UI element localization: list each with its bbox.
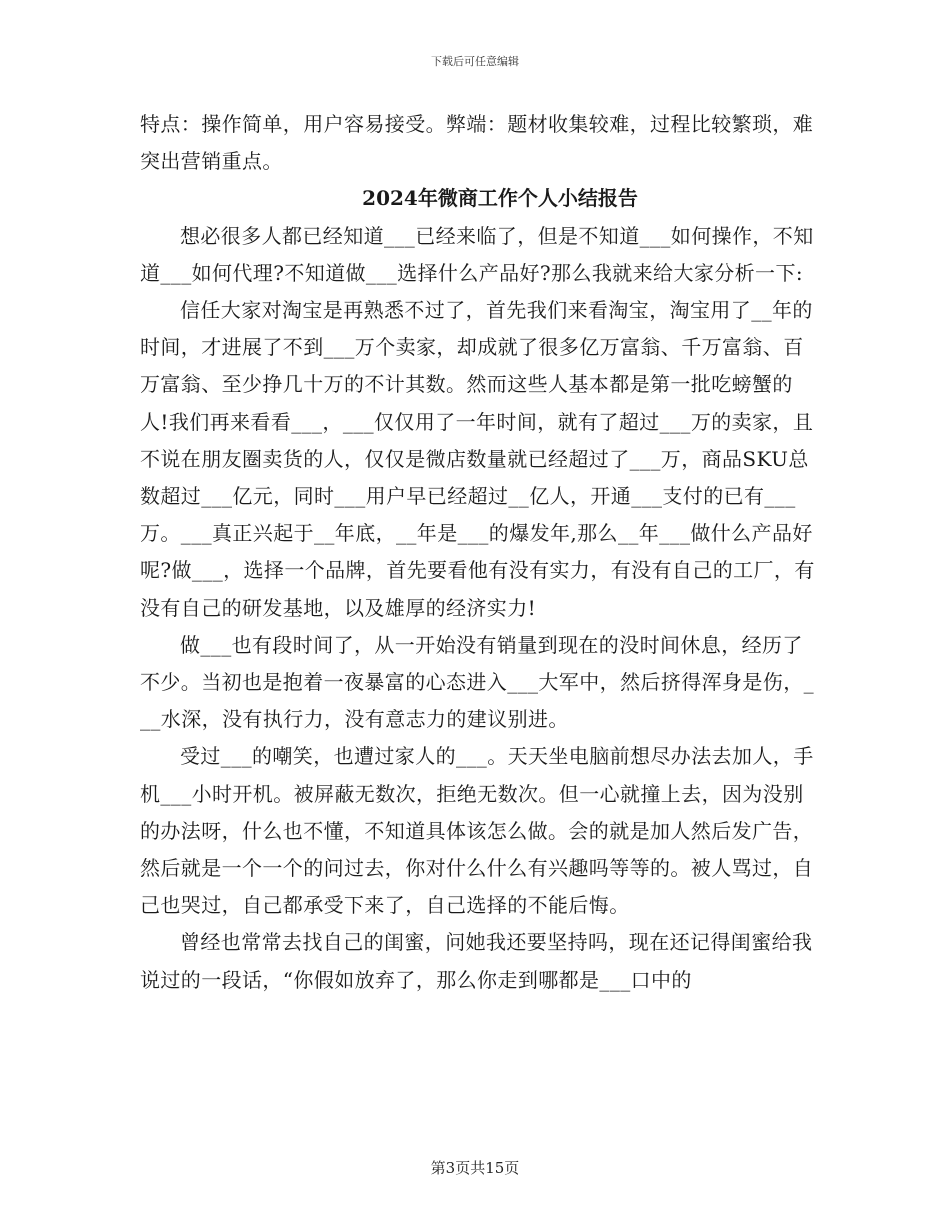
intro-paragraph: 特点：操作简单，用户容易接受。弊端：题材收集较难，过程比较繁琐，难突出营销重点。 bbox=[140, 112, 814, 174]
page-number-footer: 第3页共15页 bbox=[430, 1159, 520, 1177]
page-header: 下载后可任意编辑 bbox=[431, 55, 519, 68]
paragraph-5: 曾经也常常去找自己的闺蜜，问她我还要坚持吗，现在还记得闺蜜给我说过的一段话，“你假如放弃了，那么你走到哪都是___口中的 bbox=[140, 930, 813, 992]
paragraph-1: 想必很多人都已经知道___已经来临了，但是不知道___如何操作，不知道___如何代理?不知道做___选择什么产品好?那么我就来给大家分析一下: bbox=[140, 223, 814, 285]
paragraph-3: 做___也有段时间了，从一开始没有销量到现在的没时间休息，经历了不少。当初也是抱着一夜暴富的心态进入___大军中，然后挤得浑身是伤，___水深，没有执行力，没有意志力的建议别进。 bbox=[140, 632, 814, 732]
paragraph-4: 受过___的嘲笑，也遭过家人的___。天天坐电脑前想尽办法去加人，手机___小时开机。被屏蔽无数次，拒绝无数次。但一心就撞上去，因为没别的办法呀，什么也不懂，不知道具体该怎么做。会的就是加人然后发广告，然后就是一个一个的问过去，你对什么什么有兴趣吗等等的。被人骂过，自己也哭过，自己都承受下来了，自己选择的不能后悔。 bbox=[140, 744, 814, 918]
document-body bbox=[140, 106, 820, 999]
paragraph-2: 信任大家对淘宝是再熟悉不过了，首先我们来看淘宝，淘宝用了__年的时间，才进展了不到___万个卖家，却成就了很多亿万富翁、千万富翁、百万富翁、至少挣几十万的不计其数。然而这些人基本都是第一批吃螃蟹的人!我们再来看看___，___仅仅用了一年时间，就有了超过___万的卖家，且不说在朋友圈卖货的人，仅仅是微店数量就已经超过了___万，商品SKU总数超过___亿元，同时___用户早已经超过__亿人，开通___支付的已有___万。___真正兴起于__年底，__年是___的爆发年,那么__年___做什么产品好呢?做___，选择一个品牌，首先要看他有没有实力，有没有自己的工厂，有没有自己的研发基地，以及雄厚的经济实力! bbox=[140, 298, 815, 620]
document-title: 2024年微商工作个人小结报告 bbox=[362, 186, 638, 211]
